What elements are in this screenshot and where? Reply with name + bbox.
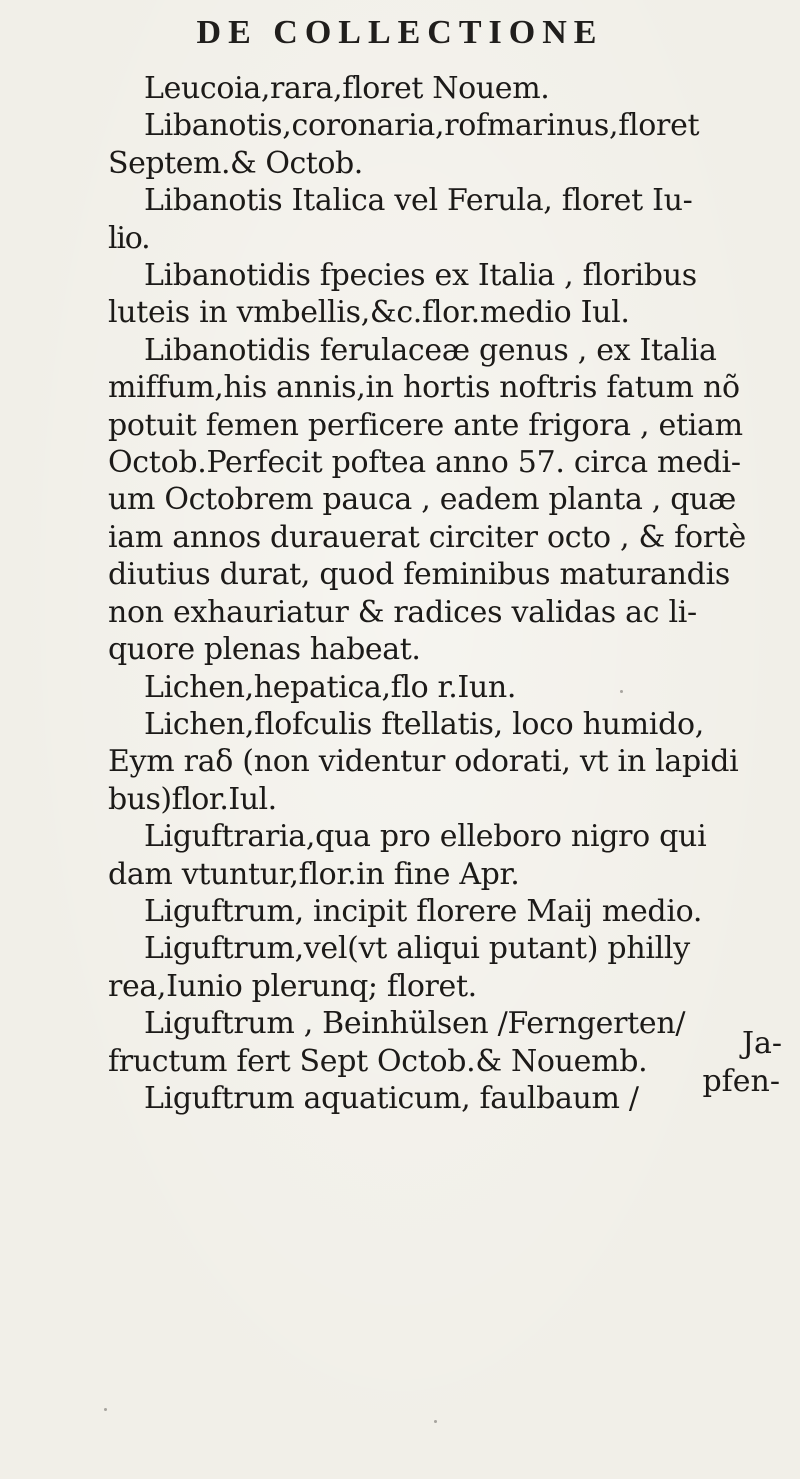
text-line: Eym raδ (non videntur odorati, vt in lapidi	[108, 744, 739, 780]
paper-speck	[620, 690, 623, 693]
text-line: quore plenas habeat.	[108, 632, 421, 668]
text-line: Liguftrum , Beinhülsen /Ferngerten/	[144, 1006, 686, 1042]
text-line: Liguftrum,vel(vt aliqui putant) philly	[144, 931, 690, 967]
text-line: Octob.Perfecit poftea anno 57. circa medi-	[108, 445, 741, 481]
text-line: iam annos durauerat circiter octo , & fortè	[108, 519, 746, 555]
text-line: Lichen,hepatica,flo r.Iun.	[144, 669, 516, 705]
text-line: rea,Iunio plerunq; floret.	[108, 968, 477, 1004]
text-line: luteis in vmbellis,&c.flor.medio Iul.	[108, 295, 630, 331]
catchword-line	[742, 1026, 782, 1061]
text-line: Leucoia,rara,floret Nouem.	[144, 71, 550, 106]
catchword-part2: pfen-	[702, 1064, 780, 1099]
catchword-part1: Ja-	[741, 1026, 782, 1061]
text-line: Lichen,flofculis ftellatis, loco humido,	[144, 706, 705, 742]
text-line: Libanotis,coronaria,rofmarinus,floret	[144, 108, 700, 144]
text-line: um Octobrem pauca , eadem planta , quæ	[108, 482, 737, 518]
paper-speck	[104, 1408, 107, 1411]
text-line: diutius durat, quod feminibus maturandis	[108, 557, 730, 593]
text-line: miffum,his annis,in hortis noftris fatum nõ	[108, 370, 740, 406]
text-block	[108, 70, 798, 1117]
catchword-line-2	[702, 1064, 780, 1099]
text-line: Liguftraria,qua pro elleboro nigro qui	[144, 819, 707, 855]
text-line: potuit femen perficere ante frigora , etiam	[108, 407, 743, 443]
text-line: Liguftrum aquaticum, faulbaum /	[144, 1080, 639, 1116]
text-line: Libanotis Italica vel Ferula, floret Iu-	[144, 183, 693, 219]
text-line: non exhauriatur & radices validas ac li-	[108, 594, 697, 630]
text-line: Libanotidis fpecies ex Italia , floribus	[144, 258, 697, 294]
text-line: dam vtuntur,flor.in fine Apr.	[108, 856, 520, 892]
running-head: DE COLLECTIONE	[196, 14, 604, 51]
paper-speck	[434, 1420, 437, 1423]
text-line: lio.	[108, 220, 150, 256]
text-line: Liguftrum, incipit florere Maij medio.	[144, 893, 703, 929]
text-line: Libanotidis ferulaceæ genus , ex Italia	[144, 332, 717, 368]
text-line: fructum fert Sept Octob.& Nouemb.	[108, 1043, 648, 1079]
text-line: bus)flor.Iul.	[108, 781, 277, 817]
text-line: Septem.& Octob.	[108, 145, 363, 181]
